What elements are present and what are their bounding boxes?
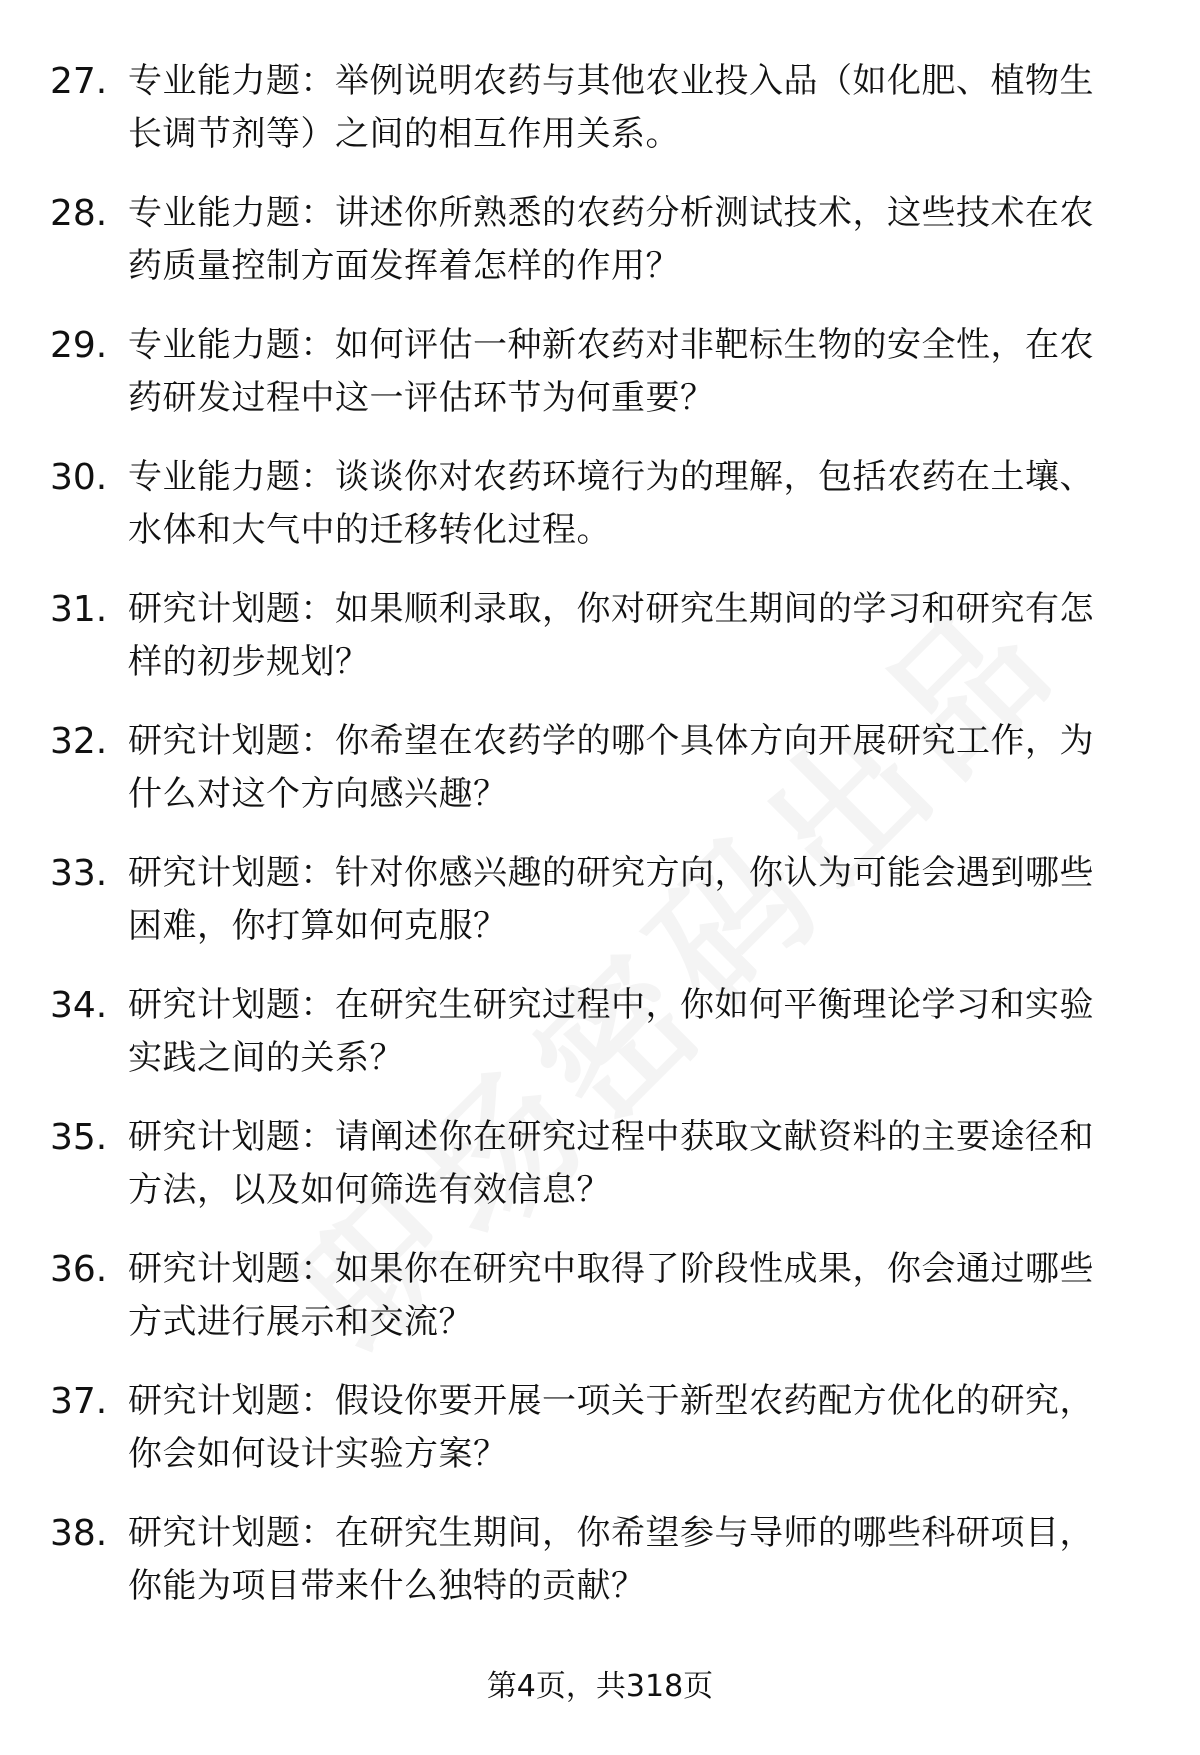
question-line: 专业能力题：讲述你所熟悉的农药分析测试技术，这些技术在农 <box>128 193 1094 233</box>
question-item <box>0 1243 1200 1375</box>
question-item <box>0 1111 1200 1243</box>
page-footer: 第4页，共318页 <box>486 1669 714 1704</box>
question-item <box>0 979 1200 1111</box>
question-line: 研究计划题：如果你在研究中取得了阶段性成果，你会通过哪些 <box>128 1249 1094 1289</box>
question-line: 你会如何设计实验方案？ <box>128 1434 508 1474</box>
question-number: 37. <box>50 1381 108 1422</box>
question-line: 什么对这个方向感兴趣？ <box>128 774 508 814</box>
question-number: 29. <box>50 325 108 366</box>
question-number: 27. <box>50 61 108 102</box>
question-text <box>128 979 1148 1085</box>
question-item <box>0 55 1200 187</box>
question-line: 实践之间的关系？ <box>128 1038 404 1078</box>
question-text <box>128 1507 1148 1613</box>
question-item <box>0 1507 1200 1639</box>
question-text <box>128 55 1148 161</box>
question-item <box>0 847 1200 979</box>
question-line: 研究计划题：针对你感兴趣的研究方向，你认为可能会遇到哪些 <box>128 853 1094 893</box>
question-number: 28. <box>50 193 108 234</box>
question-line: 专业能力题：举例说明农药与其他农业投入品（如化肥、植物生 <box>128 61 1094 101</box>
question-number: 32. <box>50 721 108 762</box>
question-text <box>128 583 1148 689</box>
question-text <box>128 451 1148 557</box>
question-line: 药研发过程中这一评估环节为何重要？ <box>128 378 715 418</box>
question-item <box>0 715 1200 847</box>
question-text <box>128 187 1148 293</box>
question-text <box>128 1375 1148 1481</box>
question-line: 专业能力题：谈谈你对农药环境行为的理解，包括农药在土壤、 <box>128 457 1094 497</box>
question-line: 研究计划题：你希望在农药学的哪个具体方向开展研究工作，为 <box>128 721 1094 761</box>
question-list <box>0 55 1200 1639</box>
question-item <box>0 1375 1200 1507</box>
question-line: 方法，以及如何筛选有效信息？ <box>128 1170 611 1210</box>
question-line: 药质量控制方面发挥着怎样的作用？ <box>128 246 680 286</box>
question-number: 30. <box>50 457 108 498</box>
question-line: 专业能力题：如何评估一种新农药对非靶标生物的安全性，在农 <box>128 325 1094 365</box>
question-text <box>128 715 1148 821</box>
question-line: 研究计划题：请阐述你在研究过程中获取文献资料的主要途径和 <box>128 1117 1094 1157</box>
question-text <box>128 1243 1148 1349</box>
question-line: 你能为项目带来什么独特的贡献？ <box>128 1566 646 1606</box>
question-item <box>0 583 1200 715</box>
question-line: 困难，你打算如何克服？ <box>128 906 508 946</box>
question-line: 研究计划题：在研究生研究过程中，你如何平衡理论学习和实验 <box>128 985 1094 1025</box>
question-item <box>0 187 1200 319</box>
question-number: 34. <box>50 985 108 1026</box>
question-text <box>128 847 1148 953</box>
question-line: 研究计划题：如果顺利录取，你对研究生期间的学习和研究有怎 <box>128 589 1094 629</box>
question-number: 36. <box>50 1249 108 1290</box>
question-text <box>128 1111 1148 1217</box>
question-item <box>0 319 1200 451</box>
question-line: 方式进行展示和交流？ <box>128 1302 473 1342</box>
question-item <box>0 451 1200 583</box>
question-text <box>128 319 1148 425</box>
question-number: 33. <box>50 853 108 894</box>
question-number: 35. <box>50 1117 108 1158</box>
question-number: 31. <box>50 589 108 630</box>
question-number: 38. <box>50 1513 108 1554</box>
question-line: 样的初步规划？ <box>128 642 370 682</box>
question-line: 研究计划题：假设你要开展一项关于新型农药配方优化的研究， <box>128 1381 1094 1421</box>
question-line: 长调节剂等）之间的相互作用关系。 <box>128 114 680 154</box>
question-line: 研究计划题：在研究生期间，你希望参与导师的哪些科研项目， <box>128 1513 1094 1553</box>
question-line: 水体和大气中的迁移转化过程。 <box>128 510 611 550</box>
